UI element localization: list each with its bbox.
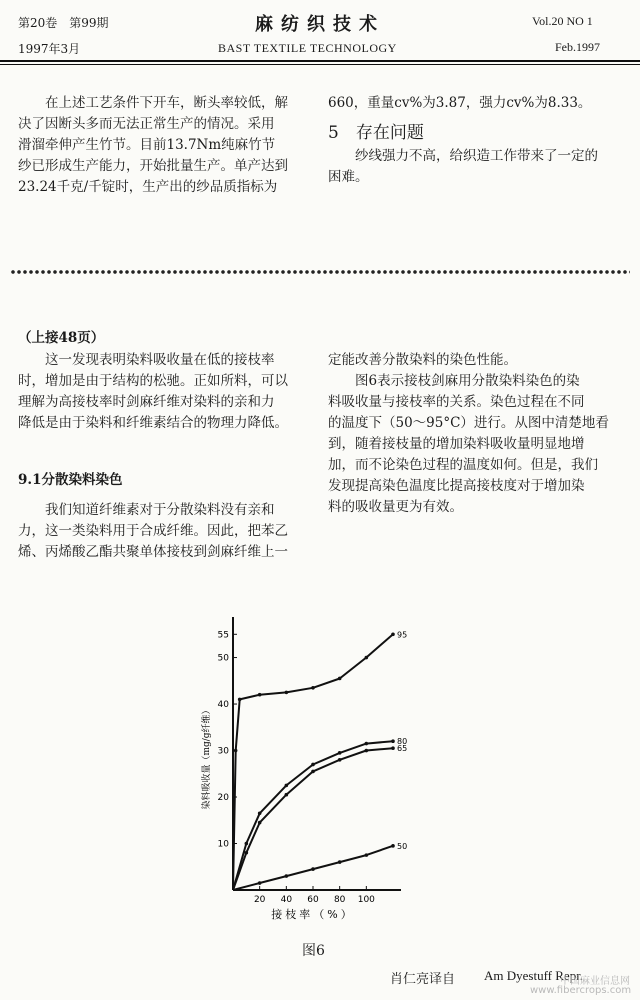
text-line: 这一发现表明染料吸收量在低的接枝率 (45, 352, 275, 368)
subheading: 9.1分散染料染色 (18, 472, 123, 488)
x-tick-label: 100 (357, 895, 375, 905)
series-point-80 (391, 739, 395, 743)
article-right-column (328, 350, 628, 518)
series-point-65 (338, 758, 342, 762)
watermark-cn: 中国麻业信息网 (560, 976, 630, 987)
journal-title-cn: 麻纺织技术 (255, 14, 385, 35)
series-point-95 (365, 656, 369, 660)
series-point-50 (365, 853, 369, 857)
text-line: 滑溜牵伸产生竹节。目前13.7Nm纯麻竹节 (18, 137, 276, 153)
text-line: 决了因断头多而无法正常生产的情况。采用 (18, 116, 275, 132)
source-credit: Am Dyestuff Repr. (484, 968, 584, 983)
series-point-50 (285, 874, 289, 878)
x-axis-label: 接枝率（%） (271, 908, 355, 921)
x-tick-label: 20 (253, 895, 266, 905)
y-tick-label: 10 (217, 839, 229, 850)
text-line: 在上述工艺条件下开车，断头率较低，解 (45, 95, 288, 111)
series-point-80 (311, 763, 315, 767)
text-line: 我们知道纤维素对于分散染料没有亲和 (45, 502, 275, 518)
series-point-65 (391, 746, 395, 750)
series-point-65 (365, 749, 369, 753)
text-line: 定能改善分散染料的染色性能。 (328, 352, 517, 368)
volume-issue-cn: 第20卷 第99期 (18, 16, 109, 30)
series-line-95 (233, 634, 393, 890)
series-point-95 (311, 686, 315, 690)
date-en: Feb.1997 (555, 40, 600, 54)
series-point-65 (311, 770, 315, 774)
series-point-80 (285, 784, 289, 788)
series-point-80 (258, 811, 262, 815)
y-tick-label: 20 (217, 793, 229, 804)
text-line: 时，增加是由于结构的松驰。正如所料，可以 (18, 373, 288, 389)
series-label-95: 95 (397, 630, 408, 640)
journal-title-en: BAST TEXTILE TECHNOLOGY (218, 41, 397, 55)
series-point-65 (245, 851, 249, 855)
series-label-65: 65 (397, 744, 408, 754)
date-cn: 1997年3月 (18, 42, 81, 56)
text-line: 660，重量cv%为3.87，强力cv%为8.33。 (328, 95, 592, 111)
article-left-column (18, 350, 318, 434)
text-line: 到，随着接枝量的增加染料吸收量明显地增 (328, 436, 585, 452)
series-point-95 (285, 691, 289, 695)
top-left-column (18, 93, 318, 198)
text-line: 的温度下（50～95°C）进行。从图中清楚地看 (328, 415, 609, 431)
series-point-65 (285, 793, 289, 797)
text-line: 力，这一类染料用于合成纤维。因此，把苯乙 (18, 523, 288, 539)
x-tick-label: 40 (280, 895, 293, 905)
text-line: 加，而不论染色过程的温度如何。但是，我们 (328, 457, 598, 473)
text-line: 料的吸收量更为有效。 (328, 499, 463, 515)
text-line: 发现提高染色温度比提高接枝度对于增加染 (328, 478, 585, 494)
series-point-95 (258, 693, 262, 697)
text-line: 23.24千克/千锭时，生产出的纱品质指标为 (18, 179, 278, 195)
figure-caption: 图6 (302, 943, 325, 959)
x-tick-label: 60 (307, 895, 319, 905)
top-right-column (328, 93, 628, 114)
dotted-separator (10, 268, 630, 276)
series-point-50 (258, 881, 262, 885)
y-axis-label: 染料吸收量（mg/g纤维） (202, 705, 212, 810)
text-line: 烯、丙烯酸乙酯共聚单体接枝到剑麻纤维上一 (18, 544, 288, 560)
series-point-80 (365, 742, 369, 746)
y-tick-label: 40 (217, 700, 229, 711)
text-line: 降低是由于染料和纤维素结合的物理力降低。 (18, 415, 288, 431)
x-tick-label: 80 (333, 895, 346, 905)
series-label-80: 80 (397, 737, 408, 747)
series-point-50 (338, 860, 342, 864)
text-line: 理解为高接枝率时剑麻纤维对染料的亲和力 (18, 394, 275, 410)
translator-credit: 肖仁亮译自 (390, 972, 456, 987)
text-line: 纱已形成生产能力，开始批量生产。单产达到 (18, 158, 288, 174)
series-point-50 (391, 844, 395, 848)
text-line: 纱线强力不高，给织造工作带来了一定的 (355, 148, 598, 164)
series-point-95 (238, 698, 242, 702)
text-line: 困难。 (328, 169, 369, 185)
header-rule-thin (0, 64, 640, 65)
series-point-80 (338, 751, 342, 755)
y-tick-label: 30 (217, 746, 229, 757)
watermark-url: www.fibercrops.com (530, 985, 632, 996)
series-point-95 (391, 632, 395, 636)
series-point-95 (234, 749, 238, 753)
top-right-column-body (328, 146, 628, 188)
article-left-column-2 (18, 500, 318, 563)
volume-issue-en: Vol.20 NO 1 (532, 14, 593, 28)
series-point-65 (258, 821, 262, 825)
header-rule-thick (0, 60, 640, 62)
y-tick-label: 50 (217, 653, 229, 664)
text-line: 图6表示接枝剑麻用分散染料染色的染 (355, 373, 580, 389)
text-line: 料吸收量与接枝率的关系。染色过程在不同 (328, 394, 585, 410)
continued-from: （上接48页） (18, 330, 105, 346)
section-heading: 5 存在问题 (328, 123, 424, 143)
series-point-80 (245, 842, 249, 846)
series-label-50: 50 (397, 841, 408, 851)
figure-6-chart (195, 600, 425, 930)
y-tick-label: 55 (217, 630, 229, 641)
series-point-95 (338, 677, 342, 681)
series-point-50 (311, 867, 315, 871)
